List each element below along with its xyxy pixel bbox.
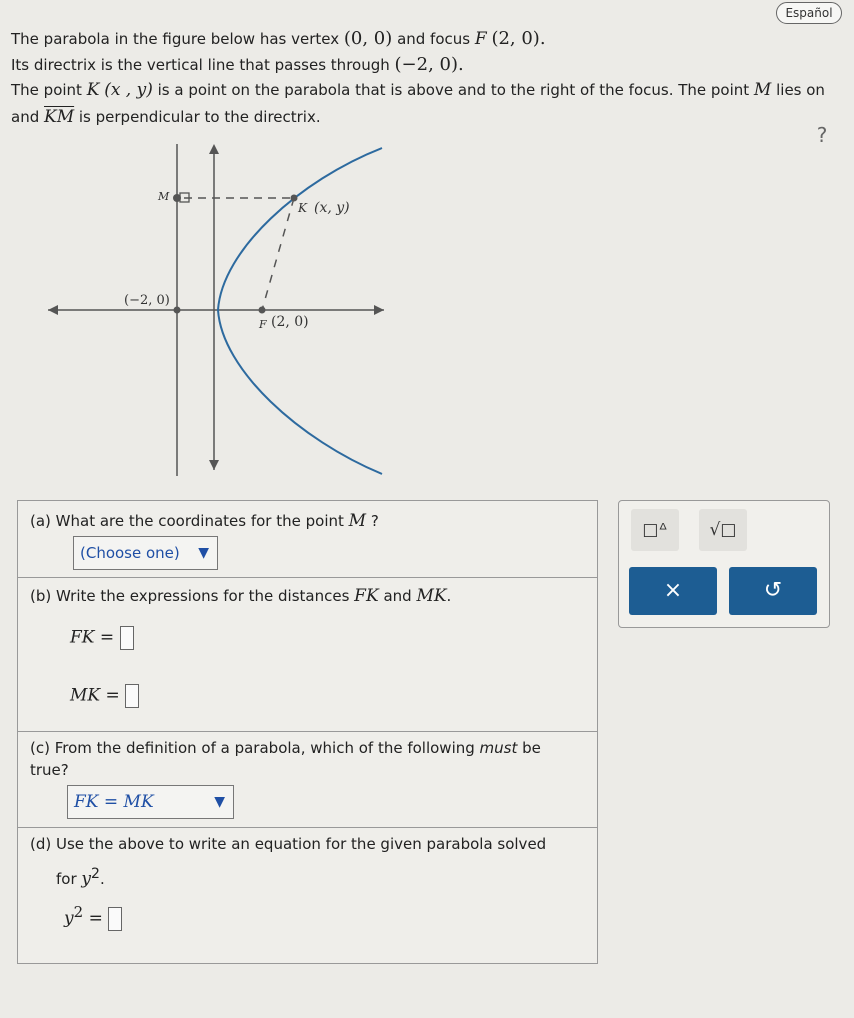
label-k: K [298, 201, 307, 215]
parabola-definition-value: FK = MK [74, 792, 154, 812]
coordinates-dropdown[interactable] [73, 536, 218, 570]
parabola-curve [218, 148, 382, 474]
question-b [18, 577, 597, 732]
point-m [173, 194, 181, 202]
mk-equation-label: MK = [70, 685, 120, 706]
question-d-end: . [99, 870, 105, 888]
intro-text: The point [11, 81, 87, 99]
question-a-text [30, 510, 379, 532]
question-d-text [30, 833, 595, 855]
chevron-down-icon: ▼ [198, 545, 209, 561]
intro-line-3 [11, 80, 825, 100]
question-b-fk: FK [354, 586, 379, 606]
language-button[interactable]: Español [776, 2, 842, 24]
focus-label: F [474, 29, 487, 49]
sqrt-button[interactable]: √□ [699, 509, 747, 551]
vertex-coords: (0, 0) [343, 28, 393, 49]
mk-equation [70, 684, 139, 708]
question-b-mk: MK [416, 586, 447, 606]
coordinates-dropdown-value: (Choose one) [80, 544, 180, 562]
y-squared-answer-box[interactable] [108, 907, 122, 931]
undo-button[interactable]: ↺ [729, 567, 817, 615]
focus-coords: (2, 0). [491, 28, 546, 49]
intro-line-1 [11, 29, 546, 49]
question-panel [17, 500, 598, 964]
point-neg2 [174, 307, 181, 314]
y-squared-exp: 2 [73, 903, 84, 921]
help-icon[interactable]: ? [816, 123, 828, 147]
superscript-button[interactable]: □ᐞ [631, 509, 679, 551]
intro-text: and focus [392, 30, 475, 48]
segment-km: $\overline{KM}$ [44, 107, 75, 127]
point-k [291, 195, 298, 202]
intro-text: is a point on the parabola that is above and to the right of the focus. The point [152, 81, 754, 99]
question-b-and: and [378, 587, 417, 605]
fk-equation-label: FK = [70, 627, 115, 648]
question-c-line1-end: be [517, 739, 541, 757]
question-d [18, 827, 597, 963]
x-axis-left-arrow [48, 305, 58, 315]
parabola-graph [0, 140, 420, 485]
chevron-down-icon: ▼ [214, 794, 225, 810]
question-a-suffix: ? [366, 512, 379, 530]
intro-line-2 [11, 55, 464, 75]
question-c-text [30, 737, 590, 781]
label-f-coords: (2, 0) [271, 314, 309, 330]
y-axis-up-arrow [209, 144, 219, 154]
question-c [18, 731, 597, 828]
question-b-prefix: (b) Write the expressions for the distances [30, 587, 355, 605]
label-neg2: (−2, 0) [124, 293, 170, 308]
question-d-var: y [81, 869, 92, 889]
question-c-line1: (c) From the definition of a parabola, which of the following [30, 739, 480, 757]
intro-text: is perpendicular to the directrix. [74, 108, 321, 126]
question-d-line1: (d) Use the above to write an equation for the given parabola solved [30, 835, 547, 853]
y-squared-equation [64, 903, 122, 931]
point-f [259, 307, 266, 314]
label-k-coords: (x, y) [314, 200, 350, 216]
point-k-coords: (x , y) [104, 80, 153, 100]
clear-button[interactable]: × [629, 567, 717, 615]
x-axis-right-arrow [374, 305, 384, 315]
intro-text: and [11, 108, 44, 126]
intro-line-4 [11, 107, 321, 127]
segment-fk-line [262, 198, 294, 310]
math-toolbar [618, 500, 830, 628]
mk-answer-box[interactable] [125, 684, 139, 708]
fk-equation [70, 626, 134, 650]
question-b-text [30, 585, 451, 607]
question-a-prefix: (a) What are the coordinates for the point [30, 512, 349, 530]
y-axis-down-arrow [209, 460, 219, 470]
question-d-for: for [56, 870, 82, 888]
label-f: F [259, 318, 267, 331]
question-d-exp: 2 [91, 866, 100, 882]
y-squared-var: y [64, 908, 74, 929]
question-a [18, 501, 597, 578]
question-c-line2: true? [30, 761, 69, 779]
parabola-definition-dropdown[interactable] [67, 785, 234, 819]
question-c-must: must [479, 739, 518, 757]
point-k-label: K [86, 80, 100, 100]
y-squared-sign: = [88, 908, 103, 929]
fk-answer-box[interactable] [120, 626, 134, 650]
question-d-line2 [56, 863, 105, 890]
intro-text: Its directrix is the vertical line that passes through [11, 56, 395, 74]
intro-text: The parabola in the figure below has vertex [11, 30, 344, 48]
directrix-point: (−2, 0). [394, 54, 464, 75]
intro-text: lies on [771, 81, 825, 99]
label-m: M [158, 190, 170, 203]
question-a-var: M [348, 511, 367, 531]
question-b-end: . [446, 587, 452, 605]
point-m-label: M [753, 80, 772, 100]
